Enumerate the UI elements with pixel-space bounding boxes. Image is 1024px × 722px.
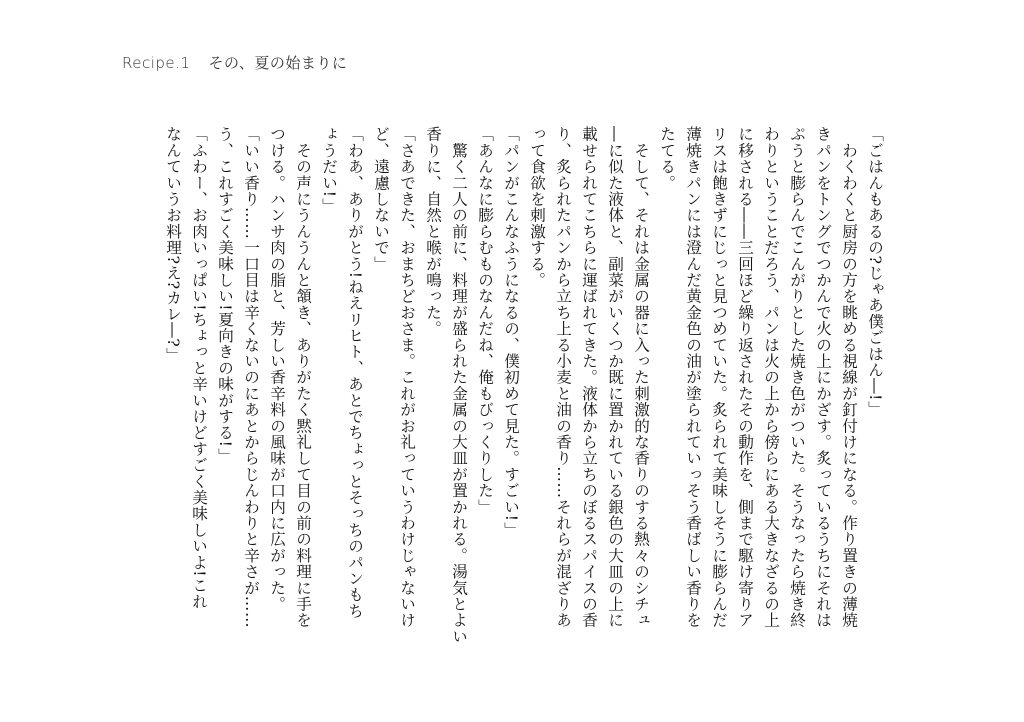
text-line: 「わあ、ありがとう!ねえリヒト、あとでちょっとそっちのパンもち (346, 126, 364, 619)
text-line: 載せられてこちらに運ばれてきた。液体から立ちのぼるスパイスの香 (580, 126, 598, 629)
text-line: なんていうお料理?え?カレ―?」 (164, 126, 182, 364)
running-header (122, 52, 347, 73)
text-line: リスは飽きずにじっと見つめていた。炙られて美味しそうに膨らんだ (710, 126, 728, 629)
text-line: 「パンがこんなふうになるの、僕初めて見た。すごい!」 (502, 126, 520, 538)
text-line: 「いい香り……一口目は辛くないのにあとからじんわりと辛さが…… (242, 126, 260, 629)
text-line: きパンをトングでつかんで火の上にかざす。炙っているうちにそれは (814, 126, 832, 629)
text-line: 「ごはんもあるの?じゃあ僕ごはん―!」 (866, 126, 884, 418)
text-line: ―に似た液体と、副菜がいくつか既に置かれている銀色の大皿の上に (606, 126, 624, 629)
text-line: 「さあできた、おまちどおさま。これがお礼っていうわけじゃないけ (398, 126, 416, 629)
text-line: 香りに、自然と喉が鳴った。 (424, 126, 442, 337)
text-line: そして、それは金属の器に入った刺激的な香りのする熱々のシチュ (632, 126, 650, 629)
text-line: わりということだろう、パンは火の上から傍らにある大きなざるの上 (762, 126, 780, 629)
text-line: つける。ハンサ肉の脂と、芳しい香辛料の風味が口内に広がった。 (268, 126, 286, 612)
text-line: って食欲を刺激する。 (528, 126, 546, 288)
text-line: ど、遠慮しないで」 (372, 126, 390, 272)
text-line: 驚く二人の前に、料理が盛られた金属の大皿が置かれる。湯気とよい (450, 126, 468, 645)
text-line: う、これすごく美味しい!夏向きの味がする!」 (216, 126, 234, 464)
text-line: り、炙られたパンから立ち上る小麦と油の香り……それらが混ざりあ (554, 126, 572, 629)
text-line: わくわくと厨房の方を眺める視線が釘付けになる。作り置きの薄焼 (840, 126, 858, 629)
text-line: ょうだい!」 (320, 126, 338, 214)
text-line: 「ふわー、お肉いっぱい!ちょっと辛いけどすごく美味しいよ!これ (190, 126, 208, 610)
text-line: ぷうと膨らんでこんがりとした焼き色がついた。そうなったら焼き終 (788, 126, 806, 629)
text-line: その声にうんうんと頷き、ありがたく黙礼して目の前の料理に手を (294, 126, 312, 629)
text-line: に移される――三回ほど繰り返されたその動作を、側まで駆け寄りア (736, 126, 754, 629)
text-line: 「あんなに膨らむものなんだね、俺もびっくりした」 (476, 126, 494, 515)
vertical-body-text (160, 126, 888, 645)
text-line: 薄焼きパンには澄んだ黄金色の油が塗られていっそう香ばしい香りを (684, 126, 702, 629)
recipe-number: Recipe.1 (122, 54, 191, 72)
text-line: たてる。 (658, 126, 676, 191)
chapter-title: その、夏の始まりに (208, 54, 348, 72)
